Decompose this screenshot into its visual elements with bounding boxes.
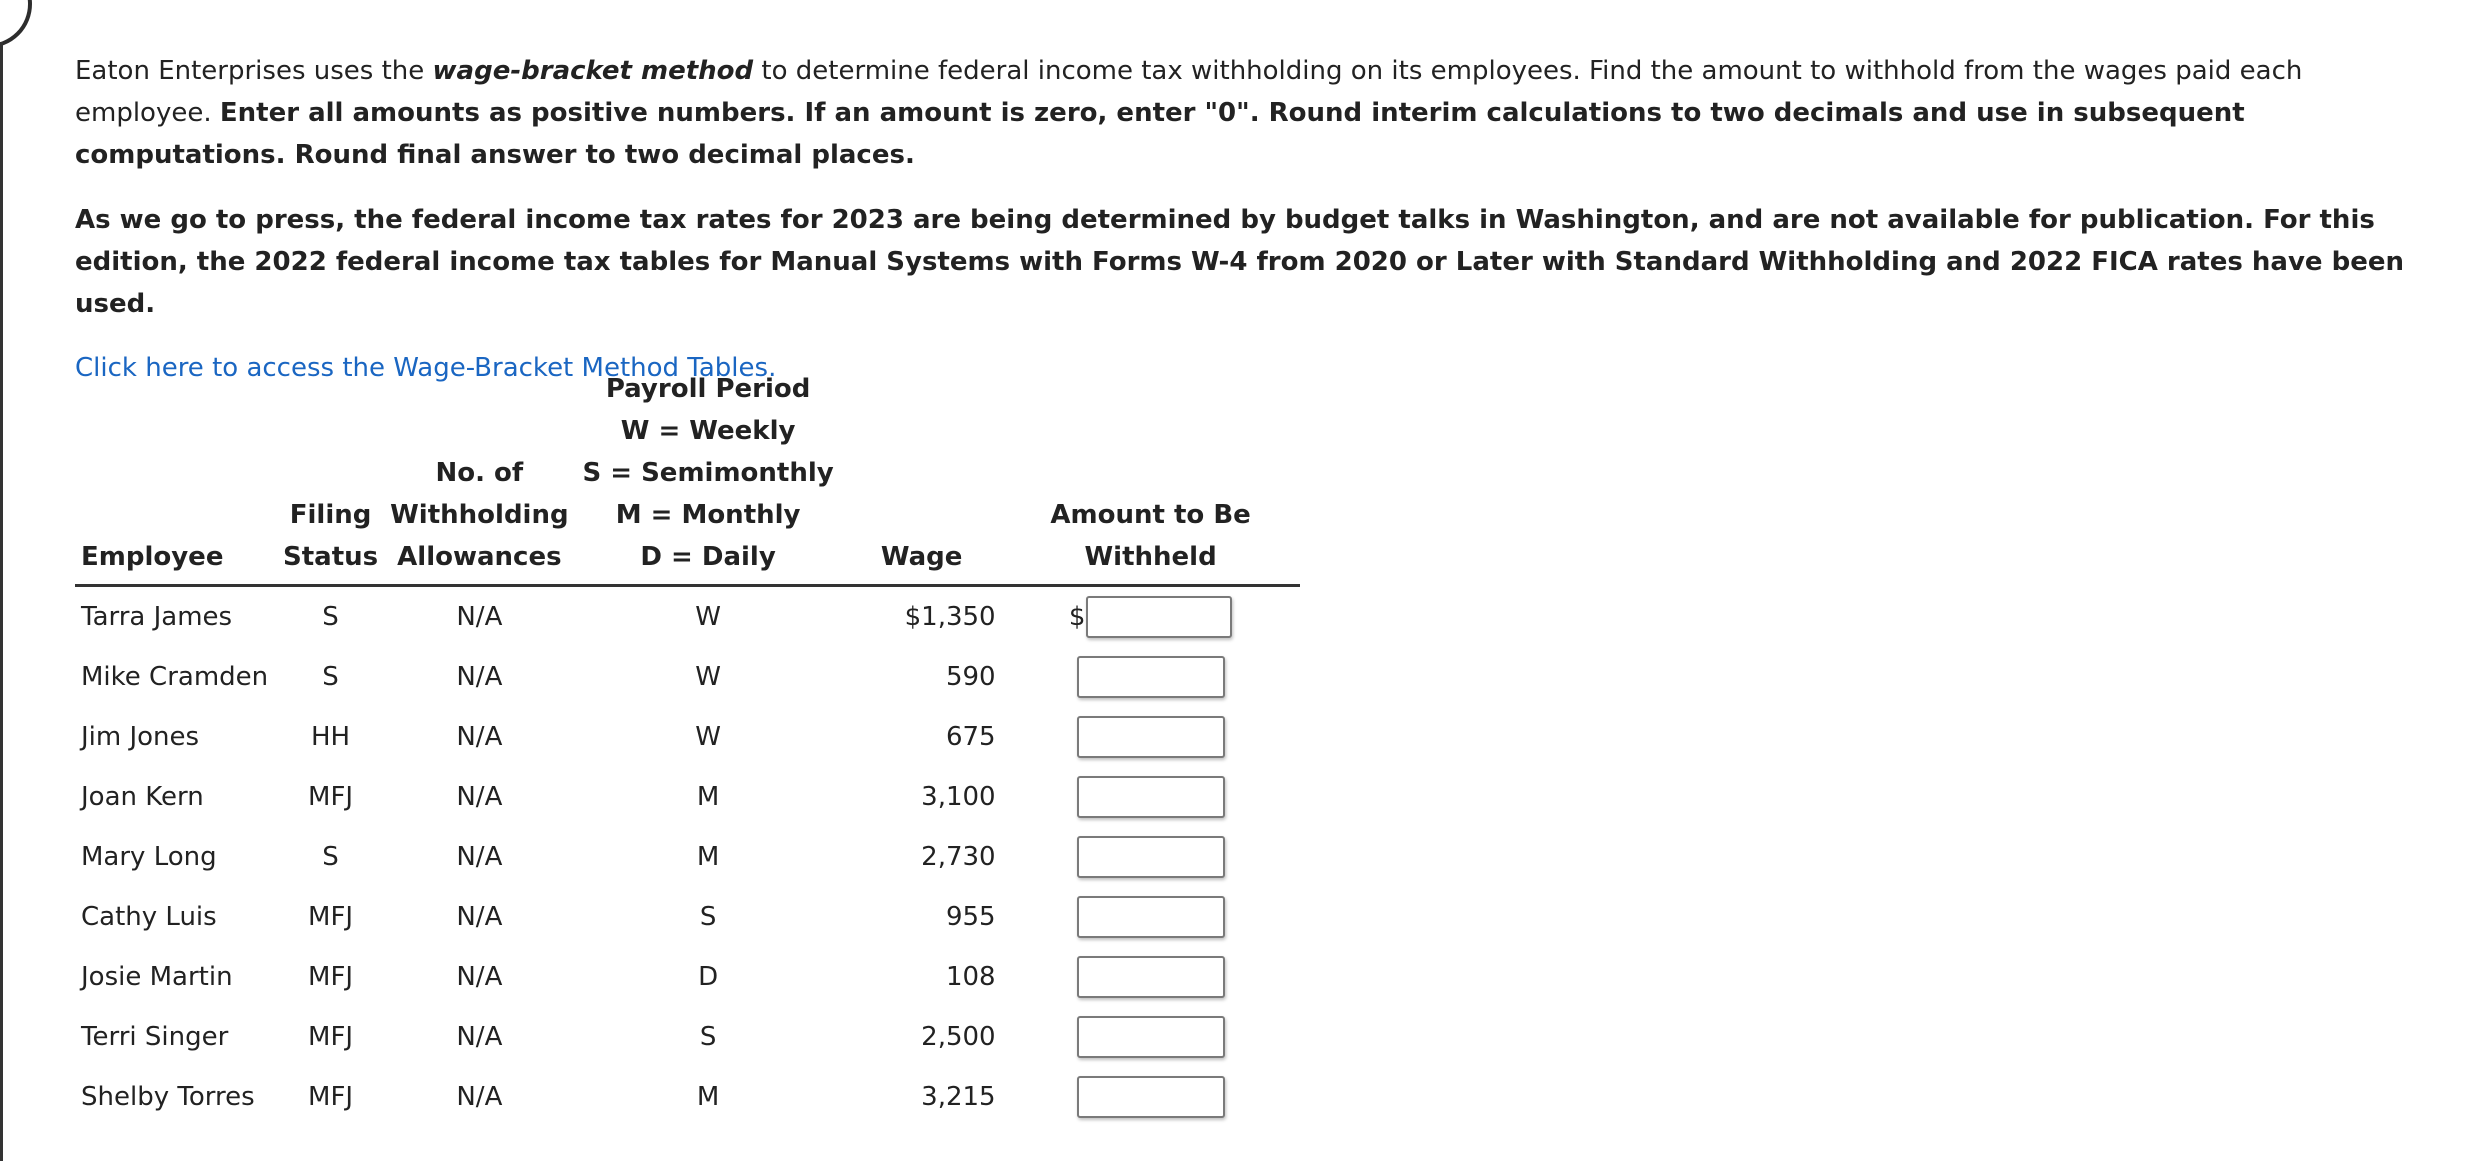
wage-bracket-tables-link[interactable]: Click here to access the Wage-Bracket Method Tables. [75, 353, 777, 383]
withholding-allowances: N/A [456, 662, 503, 692]
amount-withheld-cell [1002, 586, 1300, 648]
header-wage [842, 368, 1002, 586]
filing-status: MFJ [308, 1082, 354, 1112]
amount-field-wrap [1077, 836, 1225, 878]
amount-field-wrap [1077, 896, 1225, 938]
amount-withheld-cell [1002, 827, 1300, 887]
table-row [75, 586, 1300, 648]
table-body [75, 586, 1300, 1128]
header-line: D = Daily [640, 542, 776, 572]
employee-name: Mary Long [81, 842, 217, 872]
wage-amount: 955 [945, 902, 996, 932]
filing-status: MFJ [308, 1022, 354, 1052]
header-line: Payroll Period [605, 374, 811, 404]
payroll-period: M [696, 842, 720, 872]
amount-field-wrap [1077, 1076, 1225, 1118]
filing-status: MFJ [308, 962, 354, 992]
amount-withheld-input[interactable] [1077, 776, 1225, 818]
amount-withheld-cell [1002, 947, 1300, 1007]
employee-name: Cathy Luis [81, 902, 217, 932]
header-line: Allowances [397, 542, 562, 572]
wage-amount: 2,500 [921, 1022, 996, 1052]
table-row [75, 1067, 1300, 1127]
wage-amount: 3,215 [921, 1082, 996, 1112]
withholding-allowances: N/A [456, 1022, 503, 1052]
dollar-sign: $ [1068, 602, 1086, 632]
employee-name: Jim Jones [81, 722, 200, 752]
amount-withheld-cell [1002, 1007, 1300, 1067]
back-arrow-icon[interactable] [0, 0, 32, 48]
instructions-bold-text: Enter all amounts as positive numbers. If an amount is zero, enter "0". Round interim calculations to two decimals and use in subsequent computations. Round final answer to two decimal places. [75, 98, 2245, 170]
instructions-paragraph [75, 50, 2435, 176]
table-header-row [75, 368, 1300, 586]
instructions-text-2: to determine federal income tax withholding on its employees. Find the amount to withhold from the wages paid each employee. [75, 56, 2303, 128]
question-content [75, 50, 2435, 389]
wage-amount: $1,350 [904, 602, 996, 632]
wage-amount: 675 [945, 722, 996, 752]
amount-field-wrap [1077, 956, 1225, 998]
wage-amount: 3,100 [921, 782, 996, 812]
table-row [75, 767, 1300, 827]
wage-amount: 2,730 [921, 842, 996, 872]
amount-withheld-input[interactable] [1077, 1016, 1225, 1058]
header-amount-withheld [1002, 368, 1300, 586]
wage-amount: 590 [945, 662, 996, 692]
filing-status: HH [311, 722, 351, 752]
amount-field-wrap [1069, 596, 1233, 638]
employee-name: Terri Singer [81, 1022, 229, 1052]
header-line: M = Monthly [615, 500, 801, 530]
payroll-period: S [699, 902, 717, 932]
amount-field-wrap [1077, 716, 1225, 758]
filing-status: MFJ [308, 782, 354, 812]
payroll-period: M [696, 782, 720, 812]
payroll-period: W [695, 662, 721, 692]
withholding-allowances: N/A [456, 962, 503, 992]
press-note-paragraph: As we go to press, the federal income tax rates for 2023 are being determined by budget talks in Washington, and are not available for publication. For this edition, the 2022 federal income tax tables for Manual Systems with Forms W-4 from 2020 or Later with Standard Withholding and 2022 FICA rates have been used. [75, 205, 2404, 319]
employee-name: Shelby Torres [81, 1082, 255, 1112]
employee-name: Joan Kern [81, 782, 204, 812]
header-line: Status [283, 542, 379, 572]
amount-withheld-cell [1002, 647, 1300, 707]
withholding-allowances: N/A [456, 842, 503, 872]
amount-withheld-cell [1002, 707, 1300, 767]
amount-withheld-cell [1002, 767, 1300, 827]
amount-withheld-cell [1002, 1067, 1300, 1127]
filing-status: S [322, 842, 339, 872]
left-divider [0, 42, 3, 1161]
table-row [75, 647, 1300, 707]
header-line: S = Semimonthly [582, 458, 834, 488]
header-employee [75, 368, 277, 586]
amount-withheld-input[interactable] [1077, 956, 1225, 998]
amount-withheld-input[interactable] [1077, 896, 1225, 938]
amount-withheld-input[interactable] [1086, 596, 1232, 638]
amount-withheld-cell [1002, 887, 1300, 947]
withholding-allowances: N/A [456, 602, 503, 632]
amount-field-wrap [1077, 1016, 1225, 1058]
payroll-period: W [695, 722, 721, 752]
payroll-period: M [696, 1082, 720, 1112]
table-row [75, 827, 1300, 887]
table-row [75, 887, 1300, 947]
header-line: Amount to Be [1050, 500, 1251, 530]
header-line: W = Weekly [620, 416, 796, 446]
withholding-allowances: N/A [456, 1082, 503, 1112]
filing-status: S [322, 662, 339, 692]
amount-withheld-input[interactable] [1077, 656, 1225, 698]
amount-field-wrap [1077, 776, 1225, 818]
payroll-period: W [695, 602, 721, 632]
payroll-period: D [698, 962, 719, 992]
employee-name: Mike Cramden [81, 662, 269, 692]
header-line: Withholding [390, 500, 569, 530]
instructions-text-1: Eaton Enterprises uses the [75, 56, 433, 86]
wage-amount: 108 [945, 962, 996, 992]
filing-status: MFJ [308, 902, 354, 932]
employee-withholding-table [75, 368, 1300, 1127]
header-line: Withheld [1084, 542, 1217, 572]
header-line: No. of [435, 458, 524, 488]
amount-field-wrap [1077, 656, 1225, 698]
amount-withheld-input[interactable] [1077, 836, 1225, 878]
withholding-allowances: N/A [456, 902, 503, 932]
filing-status: S [322, 602, 339, 632]
employee-name: Tarra James [81, 602, 233, 632]
amount-withheld-input[interactable] [1077, 716, 1225, 758]
withholding-allowances: N/A [456, 782, 503, 812]
header-line: Wage [880, 542, 963, 572]
table-row [75, 707, 1300, 767]
header-filing-status [277, 368, 384, 586]
wage-bracket-method-term: wage-bracket method [432, 56, 754, 86]
payroll-period: S [699, 1022, 717, 1052]
amount-withheld-input[interactable] [1077, 1076, 1225, 1118]
header-line: Employee [81, 542, 224, 572]
header-withholding-allowances [384, 368, 574, 586]
header-line: Filing [289, 500, 372, 530]
withholding-allowances: N/A [456, 722, 503, 752]
table-row [75, 947, 1300, 1007]
employee-name: Josie Martin [81, 962, 233, 992]
table-row [75, 1007, 1300, 1067]
header-payroll-period [575, 368, 842, 586]
